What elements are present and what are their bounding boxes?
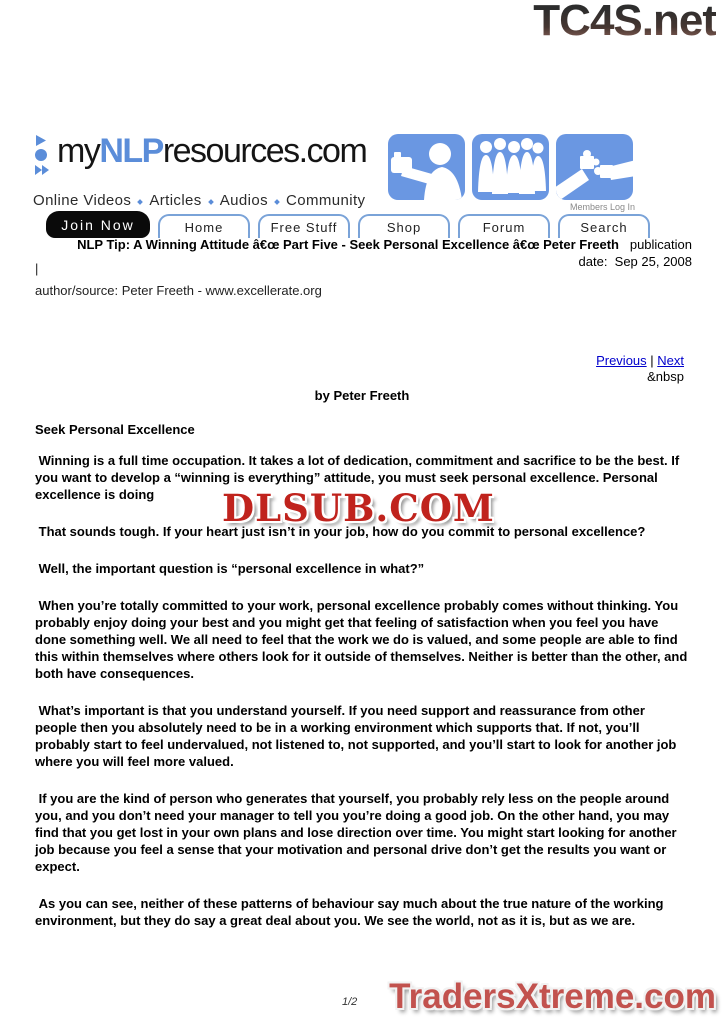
logo-suffix: resources.com bbox=[162, 132, 367, 170]
author-source-line: author/source: Peter Freeth - www.excellerate.org bbox=[35, 283, 322, 298]
site-logo[interactable] bbox=[33, 133, 383, 209]
banner-image-puzzle-hands bbox=[556, 134, 633, 200]
previous-link[interactable]: Previous bbox=[596, 353, 647, 368]
logo-accent: NLP bbox=[99, 132, 163, 170]
tagline-item: Audios bbox=[219, 192, 268, 209]
tc4s-watermark: TC4S.net bbox=[533, 0, 716, 46]
article-title: NLP Tip: A Winning Attitude â€œ Part Five - Seek Personal Excellence â€œ Peter Freeth bbox=[77, 237, 619, 252]
tagline-separator bbox=[208, 199, 214, 205]
pager-separator: | bbox=[646, 353, 658, 368]
logo-prefix: my bbox=[57, 132, 100, 170]
pipe-character: | bbox=[35, 261, 39, 276]
publication-date: date: Sep 25, 2008 bbox=[578, 254, 692, 269]
header-banner-images bbox=[388, 134, 633, 200]
paragraph: As you can see, neither of these patterns of behaviour say much about the true nature of the working environment, but they do say a great deal about you. We see the world, not as it is, but as we are. bbox=[35, 896, 668, 928]
tab-shop[interactable]: Shop bbox=[358, 214, 450, 238]
article-title-block bbox=[35, 236, 692, 270]
banner-image-photographer bbox=[388, 134, 465, 200]
byline: by Peter Freeth bbox=[314, 388, 410, 403]
play-bullets-icon bbox=[33, 135, 53, 188]
nav-tabs bbox=[46, 211, 650, 238]
tagline-item: Online Videos bbox=[33, 192, 132, 209]
paragraph: What’s important is that you understand yourself. If you need support and reassurance from other people then you absolutely need to be in a working environment which supports that. If not, you’ll probably start to feel undervalued, not listened to, not supported, and you’ll start to look for another job where you will feel more valued. bbox=[35, 703, 680, 769]
nbsp-text: &nbsp bbox=[647, 369, 684, 384]
next-link[interactable]: Next bbox=[657, 353, 684, 368]
join-now-button[interactable]: Join Now bbox=[46, 211, 150, 238]
paragraph: Well, the important question is “personal excellence in what?” bbox=[35, 561, 425, 576]
tagline-item: Community bbox=[285, 192, 366, 209]
tagline-item: Articles bbox=[149, 192, 202, 209]
tagline-separator bbox=[137, 199, 143, 205]
tradersxtreme-watermark: TradersXtreme.com bbox=[389, 977, 716, 1016]
site-logo-text bbox=[57, 133, 366, 169]
tab-free-stuff[interactable]: Free Stuff bbox=[258, 214, 350, 238]
section-heading: Seek Personal Excellence bbox=[35, 422, 195, 437]
paragraph: If you are the kind of person who generates that yourself, you probably rely less on the people around you, and you don’t need your manager to tell you you’re doing a good job. On the other hand, you may find that you get lost in your own plans and lose direction over time. You might start looking for another job because you feel a sense that your motivation and personal drive don’t get the results you want or expect. bbox=[35, 791, 681, 874]
dlsub-watermark: DLSUB.COM bbox=[222, 486, 495, 530]
banner-image-people-group bbox=[472, 134, 549, 200]
members-login-link[interactable]: Members Log In bbox=[569, 202, 635, 212]
tab-home[interactable]: Home bbox=[158, 214, 250, 238]
paragraph: Winning is a full time occupation. It takes a lot of dedication, commitment and sacrifice to be the best. If you want to develop a “winning is everything” attitude, you must seek personal excellence. Personal excellence is doing bbox=[35, 453, 683, 502]
paragraph: That sounds tough. If your heart just isn’t in your job, how do you commit to personal excellence? bbox=[35, 524, 646, 539]
tab-search[interactable]: Search bbox=[558, 214, 650, 238]
tagline-separator bbox=[274, 199, 280, 205]
publication-label: publication bbox=[619, 237, 692, 252]
tab-forum[interactable]: Forum bbox=[458, 214, 550, 238]
page-indicator: 1/2 bbox=[342, 996, 358, 1008]
pager bbox=[596, 353, 684, 384]
site-tagline bbox=[33, 192, 383, 209]
paragraph: When you’re totally committed to your work, personal excellence probably comes without thinking. You probably enjoy doing your best and you might get that feeling of satisfaction when you feel you have done something well. We all need to feel that the work we do is valued, and some people are able to find this within themselves where others look for it outside of themselves. Neither is better than the other, and both have consequences. bbox=[35, 598, 691, 681]
